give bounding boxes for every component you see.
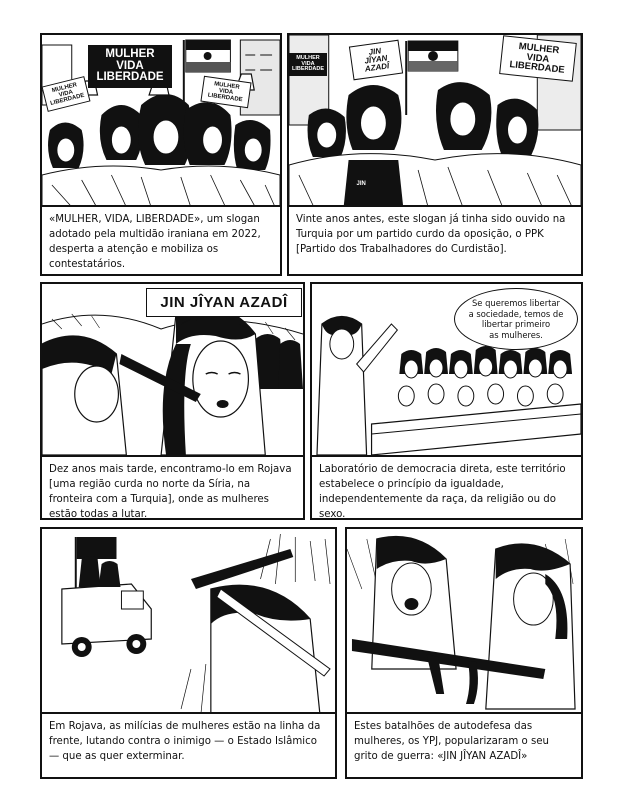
sign-mulher-vida-liberdade-left: MULHER VIDA LIBERDADE <box>289 53 327 76</box>
sign-mulher-vida-liberdade-main: MULHER VIDA LIBERDADE <box>88 45 172 88</box>
banner-jin-jiyan-azadi: JIN JÎYAN AZADÎ <box>146 288 302 317</box>
panel-3-illustration <box>42 284 303 455</box>
speech-bubble-text: Se queremos libertar a sociedade, temos de libertar primeiro as mulheres. <box>468 298 564 340</box>
comic-panel-1 <box>40 33 282 276</box>
panel-6-illustration <box>347 529 581 716</box>
panel-5-illustration <box>42 529 335 716</box>
panel-2-caption: Vinte anos antes, este slogan já tinha sido ouvido na Turquia por um partido curdo da oposição, o PPK [Partido dos Trabalhadores do Curdistão]. <box>289 205 581 274</box>
comic-panel-3 <box>40 282 305 520</box>
panel-1-caption: «MULHER, VIDA, LIBERDADE», um slogan adotado pela multidão iraniana em 2022, desperta a atenção e mobiliza os contestatários. <box>42 205 280 274</box>
ypj-fighters-drawing <box>347 529 581 716</box>
comic-panel-2 <box>287 33 583 276</box>
comic-panel-5 <box>40 527 337 779</box>
speech-bubble <box>454 288 578 350</box>
panel-3-caption: Dez anos mais tarde, encontramo-lo em Rojava [uma região curda no norte da Síria, na fronteira com a Turquia], onde as mulheres estão todas a lutar. <box>42 455 303 518</box>
panel-1-illustration <box>42 35 280 207</box>
sign-mulher-vida-liberdade-right: MULHER VIDA LIBERDADE <box>200 76 251 108</box>
comic-panel-4 <box>310 282 583 520</box>
svg-text:JIN: JIN <box>356 180 366 188</box>
panel-5-caption: Em Rojava, as milícias de mulheres estão na linha da frente, lutando contra o inimigo — o Estado Islâmico — que as quer exterminar. <box>42 712 335 777</box>
sign-mulher-vida-liberdade-right: MULHER VIDA LIBERDADE <box>499 35 577 81</box>
panel-6-caption: Estes batalhões de autodefesa das mulheres, os YPJ, popularizaram o seu grito de guerra: «JIN JÎYAN AZADÎ» <box>347 712 581 777</box>
panel-4-caption: Laboratório de democracia direta, este território estabelece o princípio da igualdade, independentemente da raça, da religião ou do sexo. <box>312 455 581 518</box>
sign-mulher-vida-liberdade-left: MULHER VIDA LIBERDADE <box>42 76 90 112</box>
panel-4-illustration <box>312 284 581 455</box>
sign-jin-jiyan-azadi: JIN JÎYAN AZADÎ <box>349 40 403 81</box>
frontline-militia-drawing <box>42 529 335 716</box>
comic-panel-6 <box>345 527 583 779</box>
panel-2-illustration <box>289 35 581 207</box>
